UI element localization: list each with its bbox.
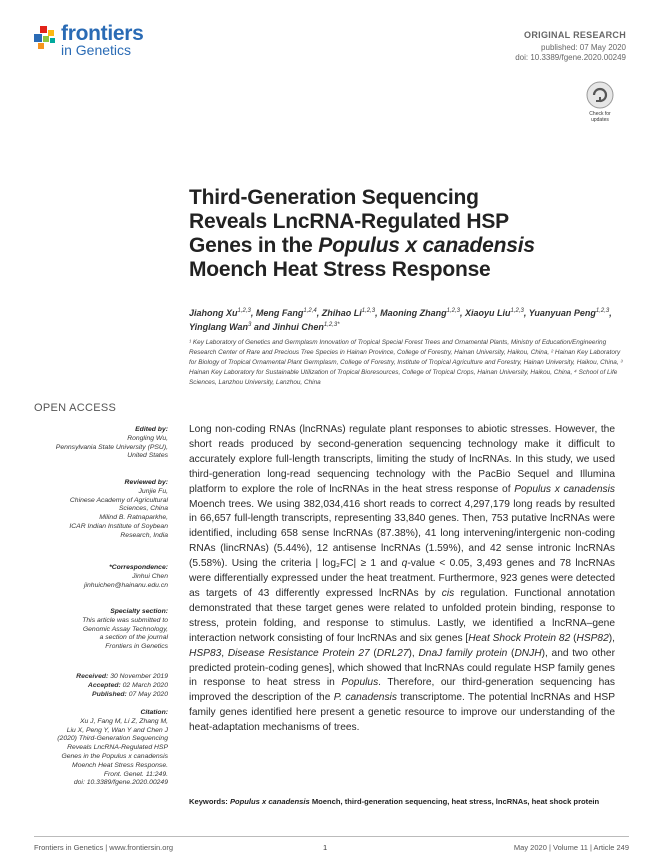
reviewer-line: ICAR Indian Institute of Soybean [69,522,168,530]
specialty-label: Specialty section: [110,608,168,615]
correspondence-name: Jinhui Chen [132,572,168,580]
title-line-4: Moench Heat Stress Response [189,258,491,281]
citation-line: Front. Genet. 11:249. [103,770,168,778]
specialty-line: a section of the journal [99,634,168,642]
published-date: published: 07 May 2020 [541,43,626,52]
edited-by-block [34,426,168,461]
check-for-updates-label: Check for updates [589,111,611,123]
received-date: 30 November 2019 [110,673,168,680]
keywords [189,797,629,806]
edited-by-label: Edited by: [135,426,168,433]
dates-block [34,673,168,699]
footer-volume: May 2020 | Volume 11 | Article 249 [513,843,629,852]
title-line-1: Third-Generation Sequencing [189,186,479,209]
correspondence-email[interactable]: jinhuichen@hainanu.edu.cn [84,581,168,589]
accepted-label: Accepted: [87,681,121,689]
citation-line: Xu J, Fang M, Li Z, Zhang M, [79,717,168,725]
received-label: Received: [76,673,109,680]
citation-block [34,709,168,788]
title-line-3 [189,234,629,258]
reviewer-line: Sciences, China [118,505,168,513]
author[interactable]: Yuanyuan Peng$^{1,2,3}$ [528,308,610,318]
citation-line: Moench Heat Stress Response. [72,761,168,769]
specialty-line: Frontiers in Genetics [105,643,168,651]
keywords-label: Keywords: [189,797,230,806]
author-list: Jiahong Xu$^{1,2,3}$, Meng Fang$^{1,2,4}$, Zhihao Li$^{1,2,3}$, Maoning Zhang$^{1,2,3}$, Xiaoyu Liu$^{1,2,3}$, Yuanyuan Peng$^{1,2,3}$, Yinglang Wan$^3$ and Jinhui Chen$^{1,2,3*}$ [189,308,612,332]
citation-line: Genes in the Populus x canadensis [61,752,168,760]
citation-line: Liu X, Peng Y, Wan Y and Chen J [66,726,168,734]
reviewer-line: Research, India [120,531,168,539]
published-label: Published: [92,690,127,698]
reviewer-line: Junjie Fu, [138,487,168,495]
author[interactable]: Jinhui Chen$^{1,2,3*}$ [272,322,340,332]
reviewed-by-label: Reviewed by: [124,479,168,486]
correspondence-block [34,564,168,590]
title-line-3-text: Genes in the [189,234,319,257]
article-title [189,186,629,282]
author[interactable]: Yinglang Wan$^3$ [189,322,252,332]
author[interactable]: Xiaoyu Liu$^{1,2,3}$ [465,308,524,318]
specialty-line: This article was submitted to [82,616,168,624]
article-type: ORIGINAL RESEARCH [524,30,626,40]
editor-line: Rongling Wu, [127,434,168,442]
specialty-block [34,608,168,652]
footer-journal[interactable]: Frontiers in Genetics | www.frontiersin.org [34,843,174,852]
reviewer-line: Chinese Academy of Agricultural [69,496,168,504]
author[interactable]: Maoning Zhang$^{1,2,3}$ [380,308,460,318]
citation-label: Citation: [140,709,168,716]
title-line-2: Reveals LncRNA-Regulated HSP [189,210,509,233]
affiliations: ¹ Key Laboratory of Genetics and Germplasm Innovation of Tropical Special Forest Trees and Ornamental Plants, Ministry of Education/Engineering Research Center of Rare and Precious Tree Species in Hainan Province, College of Forestry, Hainan University, Haikou, China, ² Hainan Key Laboratory for Biology of Tropical Ornamental Plant Germplasm, College of Forestry, Institute of Tropical Agriculture and Forestry, Hainan University, Haikou, China, ³ Hainan Key Laboratory for Sustainable Utilization of Tropical Bioresources, College of Tropical Crops, Hainan University, Haikou, China, ⁴ School of Life Sciences, Lanzhou University, Lanzhou, China [189,339,623,386]
citation-doi[interactable]: doi: 10.3389/fgene.2020.00249 [73,779,168,787]
published-date-sidebar: 07 May 2020 [128,690,168,698]
keywords-list: Moench, third-generation sequencing, heat stress, lncRNAs, heat shock protein [309,797,600,806]
keywords-species: Populus x canadensis [229,797,310,806]
author[interactable]: Meng Fang$^{1,2,4}$ [255,308,317,318]
reviewer-line: Milind B. Ratnaparkhe, [99,514,168,522]
citation-line: (2020) Third-Generation Sequencing [57,735,168,743]
author[interactable]: Zhihao Li$^{1,2,3}$ [321,308,376,318]
page-number: 1 [323,843,328,852]
footer-divider [34,836,629,837]
author[interactable]: Jiahong Xu$^{1,2,3}$ [189,308,251,318]
correspondence-label: *Correspondence: [109,564,168,571]
journal-brand: frontiers [61,22,144,45]
editor-line: Pennsylvania State University (PSU), [55,443,168,451]
accepted-date: 02 March 2020 [122,681,168,689]
frontiers-logo-icon [34,26,58,50]
reviewed-by-block [34,479,168,541]
open-access-label: OPEN ACCESS [34,402,117,414]
specialty-line: Genomic Assay Technology, [82,625,168,633]
title-species: Populus x canadensis [318,234,535,257]
journal-name: in Genetics [61,42,132,58]
editor-line: United States [127,452,168,460]
doi[interactable]: doi: 10.3389/fgene.2020.00249 [515,53,626,62]
citation-line: Reveals LncRNA-Regulated HSP [67,744,168,752]
abstract: Long non-coding RNAs (lncRNAs) regulate plant responses to abiotic stresses. However, the short reads produced by second-generation sequencing technology make it difficult to accurately explore full-length transcripts, limiting the study of lncRNAs. In this study, we used third-generation long-read sequencing technology with the PacBio Sequel and Illumina platform to explore the role of lncRNAs in the heat stress response of Populus x canadensis Moench trees. We using 382,034,416 short reads to correct 4,297,179 long reads by resulted in 66,657 full-length transcripts, representing 33,840 genes. Then, 753 putative lncRNAs were identified, including 658 sense lncRNAs (87.38%), 41 long intervening/intergenic non-coding RNAs (lincRNAs) (5.44%), 12 antisense lncRNAs (1.59%), and 42 sense intronic lncRNAs (5.58%). Using the criteria | log₂FC| ≥ 1 and q-value < 0.05, 3,493 genes and 78 lncRNAs were differentially expressed under the heat treatment. Furthermore, 923 genes were detected as targets of 43 differently expressed lncRNAs by cis regulation. Functional annotation demonstrated that these target genes were related to unfolded protein binding, response to stress, protein folding, and response to stimulus. Lastly, we identified a lncRNA–gene interaction network consisting of four lncRNAs and six genes [Heat Shock Protein 82 (HSP82), HSP83, Disease Resistance Protein 27 (DRL27), DnaJ family protein (DNJH), and two other predicted protein-coding genes], which showed that lncRNAs could regulate HSP family genes in response to heat stress in Populus. Therefore, our third-generation sequencing has improved the description of the P. canadensis transcriptome. The potential lncRNAs and HSP family genes identified here present a genetic resource to improve our understanding of the heat-adaptation mechanisms of trees. [189,424,616,734]
